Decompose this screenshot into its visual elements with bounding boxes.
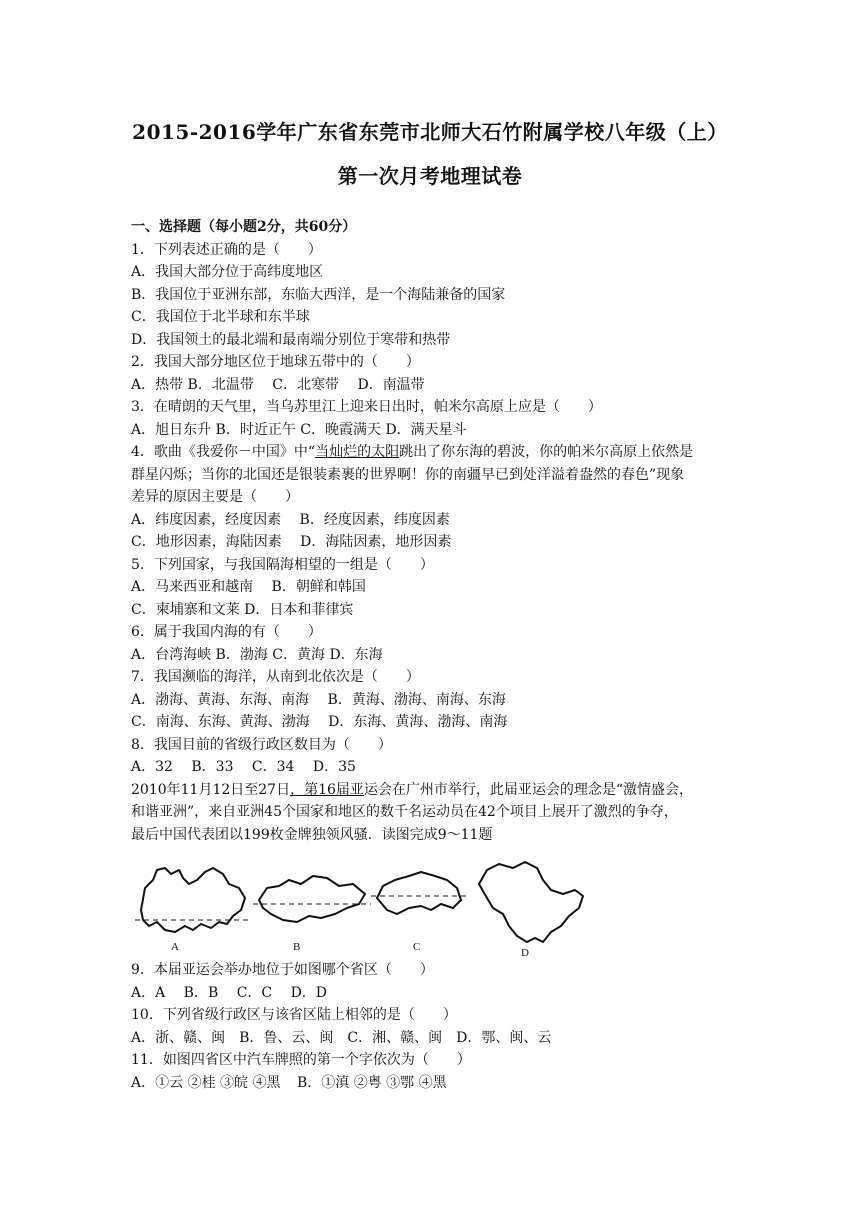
q2-options: A．热带 B．北温带 C．北寒带 D．南温带 xyxy=(131,377,425,393)
q4-options-ab: A．纬度因素，经度因素 B．经度因素，纬度因素 xyxy=(131,512,450,528)
q11-a-item2: 桂 xyxy=(201,1075,216,1091)
q7-options-ab: A．渤海、黄海、东海、南海 B．黄海、渤海、南海、东海 xyxy=(131,692,506,708)
province-outline-b xyxy=(259,876,365,922)
exam-title-line1: 2015-2016学年广东省东莞市北师大石竹附属学校八年级（上） xyxy=(132,120,728,144)
q11-a-num2: ② xyxy=(187,1075,202,1091)
passage-pre: 2010年11月12日至27日 xyxy=(131,782,291,798)
q4-options-cd: C．地形因素，海陆因素 D．海陆因素，地形因素 xyxy=(131,534,452,550)
q11-a-num3: ③ xyxy=(220,1075,235,1091)
q4-stem-underlined: 当灿烂的太阳 xyxy=(315,444,400,460)
passage-line3: 最后中国代表团以199枚金牌独领风骚．读图完成9～11题 xyxy=(131,827,493,843)
q7-options-cd: C．南海、东海、黄海、渤海 D．东海、黄海、渤海、南海 xyxy=(131,714,508,730)
province-outline-a xyxy=(141,868,245,932)
q11-b-num1: ① xyxy=(321,1075,336,1091)
q1-option-b: B．我国位于亚洲东部，东临大西洋，是一个海陆兼备的国家 xyxy=(131,287,506,303)
q11-option-a-label: A． xyxy=(131,1075,156,1091)
q5-stem: 5．下列国家，与我国隔海相望的一组是（ ） xyxy=(131,557,434,573)
q11-b-item1: 滇 xyxy=(335,1075,350,1091)
map-label-c: C xyxy=(413,941,421,953)
province-outline-maps xyxy=(131,858,611,958)
q6-options: A．台湾海峡 B．渤海 C．黄海 D．东海 xyxy=(131,647,383,663)
province-outline-d xyxy=(479,862,583,942)
q8-stem: 8．我国目前的省级行政区数目为（ ） xyxy=(131,737,392,753)
q9-stem: 9．本届亚运会举办地位于如图哪个省区（ ） xyxy=(131,962,434,978)
q11-b-item2: 粤 xyxy=(367,1075,382,1091)
q11-b-item3: 鄂 xyxy=(400,1075,415,1091)
q7-stem: 7．我国濒临的海洋，从南到北依次是（ ） xyxy=(131,669,420,685)
map-label-d: D xyxy=(521,947,529,958)
q11-b-num2: ② xyxy=(353,1075,368,1091)
map-label-a: A xyxy=(171,941,179,953)
passage-line2: 和谐亚洲”，来自亚洲45个国家和地区的数千名运动员在42个项目上展开了激烈的争夺， xyxy=(131,804,678,820)
q1-option-a: A．我国大部分位于高纬度地区 xyxy=(131,264,324,280)
q10-options: A．浙、赣、闽 B．鲁、云、闽 C．湘、赣、闽 D．鄂、闽、云 xyxy=(131,1030,552,1046)
section-heading: 一、选择题（每小题2分，共60分） xyxy=(131,219,357,235)
q4-stem-line2: 群星闪烁；当你的北国还是银装素裹的世界啊！你的南疆早已到处洋溢着盎然的春色”现象 xyxy=(131,467,685,483)
q8-options: A．32 B．33 C．34 D．35 xyxy=(131,759,356,775)
q11-b-item4: 黑 xyxy=(432,1075,447,1091)
q5-options-ab: A．马来西亚和越南 B．朝鲜和韩国 xyxy=(131,579,366,595)
q2-stem: 2．我国大部分地区位于地球五带中的（ ） xyxy=(131,354,420,370)
q4-stem-post: 跳出了你东海的碧波，你的帕米尔高原上依然是 xyxy=(399,444,694,460)
q11-options xyxy=(131,1074,447,1092)
q10-stem: 10．下列省级行政区与该省区陆上相邻的是（ ） xyxy=(131,1007,457,1023)
q11-b-num4: ④ xyxy=(418,1075,433,1091)
q11-a-num1: ① xyxy=(155,1075,170,1091)
q4-stem-pre: 4．歌曲《我爱你－中国》中“ xyxy=(131,444,316,460)
q3-stem: 3．在晴朗的天气里，当乌苏里江上迎来日出时，帕米尔高原上应是（ ） xyxy=(131,399,602,415)
exam-title-line2: 第一次月考地理试卷 xyxy=(337,164,523,188)
passage-post: 运会在广州市举行，此届亚运会的理念是“激情盛会， xyxy=(363,782,694,798)
q11-a-item4: 黑 xyxy=(266,1075,281,1091)
q4-stem xyxy=(131,443,693,461)
map-label-b: B xyxy=(293,941,301,953)
passage-line1 xyxy=(131,781,693,799)
province-outline-c xyxy=(377,872,461,914)
q3-options: A．旭日东升 B．时近正午 C．晚霞满天 D．满天星斗 xyxy=(131,422,467,438)
q11-option-b-label: B． xyxy=(296,1075,322,1091)
q4-stem-line3: 差异的原因主要是（ ） xyxy=(131,489,299,505)
q9-options: A．A B．B C．C D．D xyxy=(131,985,328,1001)
q11-a-item3: 皖 xyxy=(234,1075,249,1091)
q11-b-num3: ③ xyxy=(386,1075,401,1091)
passage-underlined: ，第16届亚 xyxy=(290,782,364,798)
q11-a-item1: 云 xyxy=(169,1075,184,1091)
q11-a-num4: ④ xyxy=(252,1075,267,1091)
q5-options-cd: C．柬埔寨和文莱 D．日本和菲律宾 xyxy=(131,602,354,618)
q6-stem: 6．属于我国内海的有（ ） xyxy=(131,624,322,640)
q11-stem: 11．如图四省区中汽车牌照的第一个字依次为（ ） xyxy=(131,1052,471,1068)
q1-option-c: C．我国位于北半球和东半球 xyxy=(131,309,310,325)
q1-stem: 1．下列表述正确的是（ ） xyxy=(131,242,322,258)
q1-option-d: D．我国领土的最北端和最南端分别位于寒带和热带 xyxy=(131,332,451,348)
